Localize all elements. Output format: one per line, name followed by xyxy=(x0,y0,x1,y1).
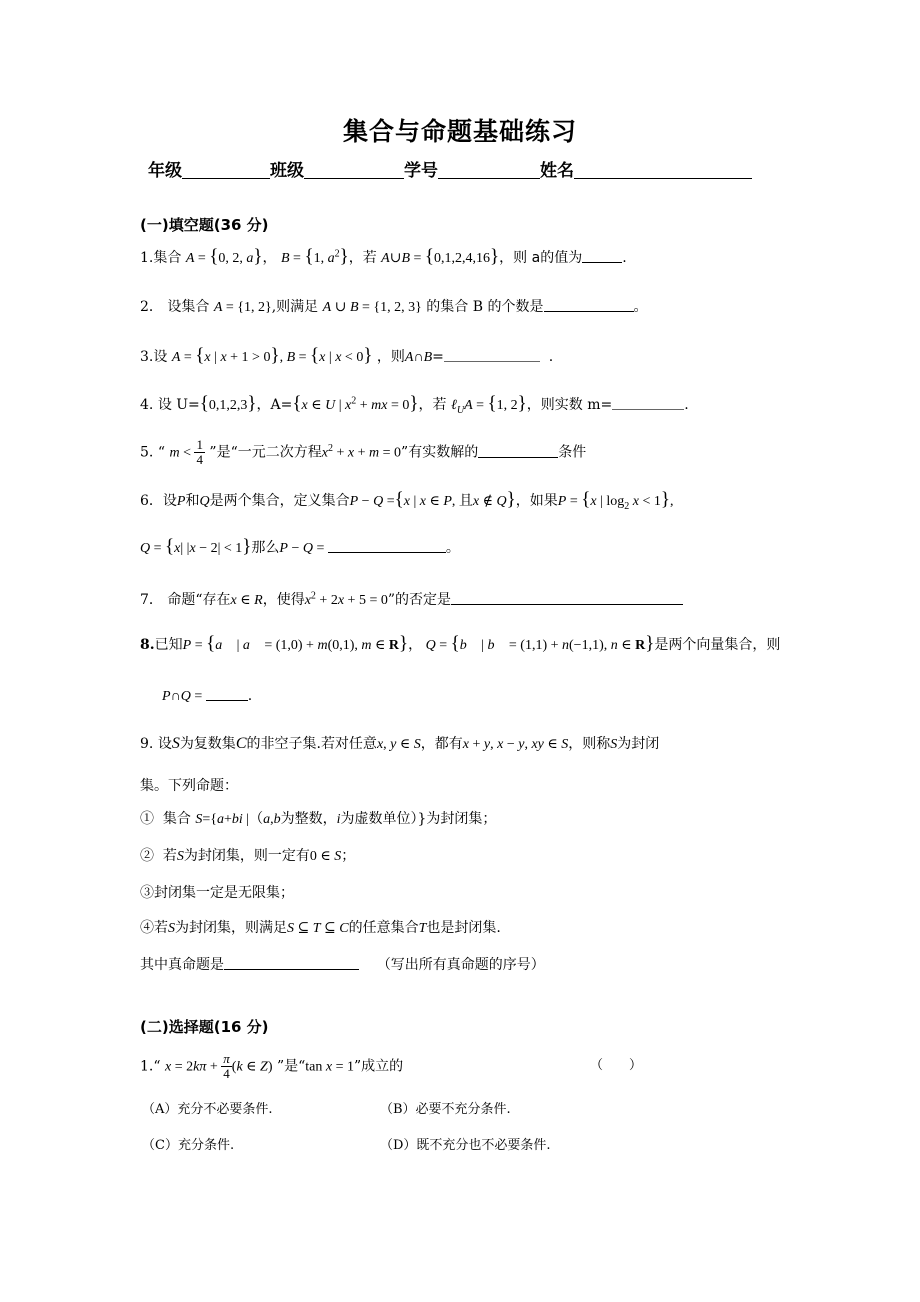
page-title: 集合与命题基础练习 xyxy=(342,117,577,146)
answer-blank[interactable] xyxy=(478,443,558,458)
class-label: 班级 xyxy=(270,161,304,181)
question-4: 4. 设 U={0,1,2,3}，A={x ∈ U | $x^2$ + mx = 0}，若 ℓ$_U$A = {1, 2}，则实数 m= . xyxy=(140,393,689,416)
number-label: 学号 xyxy=(404,161,438,181)
question-1: 1.集合 A = {0, 2, a}， B = {1, $a^2$}，若 A∪B = {0,1,2,4,16}，则 a的值为 . xyxy=(140,246,627,267)
question-9-statement-2: ② 若S为封闭集，则一定有0 ∈ S； xyxy=(140,848,356,864)
answer-parenthesis[interactable]: （ ） xyxy=(590,1058,643,1073)
question-9: 9. 设S为复数集C的非空子集.若对任意x, y ∈ S，都有x + y, x − y, xy ∈ S，则称S为封闭 xyxy=(140,735,660,752)
question-9-intro: 集。下列命题： xyxy=(140,778,238,794)
answer-blank[interactable] xyxy=(451,590,683,605)
fraction-pi-over-4: $\frac{\pi}{4}$ xyxy=(223,1051,230,1081)
question-9-statement-3: ③封闭集一定是无限集； xyxy=(140,885,294,901)
fraction-one-quarter: $\frac{1}{4}$ xyxy=(196,437,203,467)
grade-label: 年级 xyxy=(148,161,182,181)
answer-blank[interactable] xyxy=(224,955,359,970)
student-info-line xyxy=(148,156,752,181)
question-9-statement-4: ④若S为封闭集，则满足S ⊆ T ⊆ C的任意集合T也是封闭集. xyxy=(140,920,501,936)
formula: A xyxy=(185,251,195,266)
class-blank[interactable] xyxy=(304,160,404,179)
choice-b[interactable]: （B）必要不充分条件. xyxy=(380,1102,511,1117)
answer-blank[interactable] xyxy=(544,297,634,312)
question-7: 7． 命题“存在x ∈ R，使得$x^2 + 2x + 5 = 0$”的否定是 xyxy=(140,590,683,611)
answer-blank[interactable] xyxy=(612,395,684,410)
answer-blank[interactable] xyxy=(444,347,540,362)
question-9-ask: 其中真命题是 （写出所有真命题的序号） xyxy=(140,957,545,973)
section-fill-in-heading: (一)填空题(36 分) xyxy=(140,216,269,234)
question-6-continued: Q = {x| |x − 2| < 1}那么P − Q = 。 xyxy=(140,536,460,557)
question-8: 8.已知P = {a⃗ | a⃗ = (1,0) + m(0,1), m ∈ R}， Q = {b⃗ | b⃗ = (1,1) + n(−1,1), n ∈ R}是两个向量集合，则 xyxy=(140,633,781,654)
choice-a[interactable]: （A）充分不必要条件. xyxy=(142,1102,273,1117)
number-blank[interactable] xyxy=(438,160,540,179)
answer-blank[interactable] xyxy=(582,248,622,263)
answer-blank[interactable] xyxy=(328,538,446,553)
name-label: 姓名 xyxy=(540,161,574,181)
choice-c[interactable]: （C）充分条件. xyxy=(142,1138,235,1153)
question-5: 5. “ m < $\frac{1}{4}$ ”是“一元二次方程$x^2 + x + m = 0$”有实数解的 条件 xyxy=(140,437,587,467)
choice-d[interactable]: （D）既不充分也不必要条件. xyxy=(380,1138,551,1153)
question-3: 3.设 A = {x | x + 1 > 0}, B = {x | x < 0} ，则A∩B= . xyxy=(140,345,554,366)
answer-blank[interactable] xyxy=(206,686,248,701)
question-6: 6．设P和Q是两个集合，定义集合P − Q ={x | x ∈ P, 且x ∉ Q}，如果P = {x | $\log_2 x < 1$}, xyxy=(140,489,674,512)
question-8-continued: P∩Q = . xyxy=(162,688,253,704)
choice-question-1: 1.“ x = 2kπ + $\frac{\pi}{4}$ (k ∈ Z) ”是“tan x = 1”成立的 xyxy=(140,1051,404,1081)
question-9-statement-1: ① 集合 S={a+bi |（a,b为整数，i为虚数单位）}为封闭集； xyxy=(140,811,497,827)
question-2: 2． 设集合 A = {1, 2},则满足 A ∪ B = {1, 2, 3} 的集合 B 的个数是 。 xyxy=(140,299,648,315)
grade-blank[interactable] xyxy=(182,160,270,179)
section-choice-heading: (二)选择题(16 分) xyxy=(140,1018,269,1036)
name-blank[interactable] xyxy=(574,160,752,179)
